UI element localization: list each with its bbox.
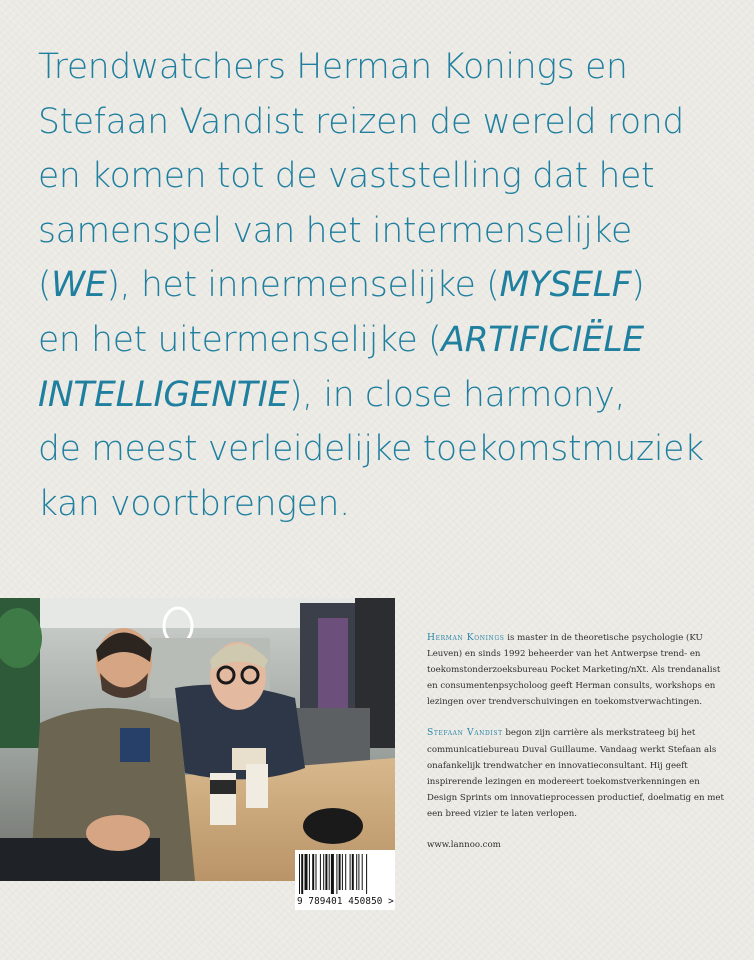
bio-herman xyxy=(427,630,732,710)
barcode-bar xyxy=(362,854,363,890)
barcode-bar xyxy=(345,854,346,890)
bio-text: is master in de theoretische psychologie (KU Leuven) en sinds 1992 beheerder van het Antwerpse trend- en toekomstonderzoeksbureau Pocket Marketing/nXt. Als trendanalist en consumentenpsycholoog geeft Herman consults, workshops en lezingen over trendverschuivingen en toekomstverwachtingen. xyxy=(427,633,721,708)
isbn-digits: 9 789401 450850 > xyxy=(297,896,394,907)
author-name: Stefaan Vandist xyxy=(427,727,503,739)
barcode-bar xyxy=(316,854,317,890)
barcode-bars xyxy=(295,850,395,894)
barcode-bar xyxy=(329,854,330,890)
barcode-bar xyxy=(336,854,337,894)
quote-text: Trendwatchers Herman Konings en xyxy=(38,47,628,87)
quote-line xyxy=(38,258,743,313)
barcode-bar xyxy=(342,854,343,890)
quote-text: ( xyxy=(38,265,52,306)
barcode-bar xyxy=(320,854,321,890)
barcode-bar xyxy=(331,854,334,894)
barcode-bar xyxy=(301,854,303,894)
barcode-bar xyxy=(366,854,367,894)
barcode-bar xyxy=(352,854,354,890)
barcode-bar xyxy=(305,854,308,890)
barcode-bar xyxy=(323,854,324,890)
barcode-bar xyxy=(358,854,359,890)
quote-line xyxy=(38,368,743,423)
quote-line xyxy=(38,313,743,368)
bio-stefaan xyxy=(427,725,732,822)
quote-emphasis: ARTIFICIËLE xyxy=(441,319,644,360)
publisher-url: www.lannoo.com xyxy=(427,840,501,851)
quote-line xyxy=(38,204,743,259)
quote-text: ), in close harmony, xyxy=(288,374,626,415)
quote-text: ) xyxy=(631,265,645,306)
barcode-bar xyxy=(309,854,310,890)
quote-emphasis: WE xyxy=(51,265,107,306)
barcode-bar xyxy=(350,854,351,890)
quote-text: de meest verleidelijke toekomstmuziek xyxy=(38,429,704,470)
quote-emphasis: INTELLIGENTIE xyxy=(38,374,289,415)
quote-text: en komen tot de vaststelling dat het xyxy=(38,156,655,197)
quote-text: en het uitermenselijke ( xyxy=(38,319,442,360)
barcode-bar xyxy=(356,854,357,890)
quote-line xyxy=(38,40,743,95)
bio-text: begon zijn carrière als merkstrateeg bij het communicatiebureau Duval Guillaume. Vandaag werkt Stefaan als onafankelijk trendwatcher en innovatieconsultant. Hij geeft inspirerende lezingen en modereert toekomstverkenningen en Design Sprints om innovatieprocessen productief, doelmatig en met een breed vizier te laten verlopen. xyxy=(427,728,724,819)
quote-line xyxy=(38,149,743,204)
author-photo xyxy=(0,598,395,881)
barcode-bar xyxy=(299,854,300,894)
barcode-bar xyxy=(312,854,314,890)
quote-line xyxy=(38,422,743,477)
barcode-bar xyxy=(325,854,327,890)
quote-text: samenspel van het intermenselijke xyxy=(38,210,632,251)
author-bios xyxy=(427,630,732,853)
quote-text: ), het innermenselijke ( xyxy=(106,265,500,306)
quote-emphasis: MYSELF xyxy=(499,265,632,306)
blurb-quote xyxy=(38,40,743,531)
quote-line xyxy=(38,95,743,150)
quote-line xyxy=(38,477,743,532)
quote-text: kan voortbrengen. xyxy=(38,483,350,524)
quote-text: Stefaan Vandist reizen de wereld rond xyxy=(38,101,685,142)
author-name: Herman Konings xyxy=(427,632,505,643)
barcode-bar xyxy=(339,854,341,890)
